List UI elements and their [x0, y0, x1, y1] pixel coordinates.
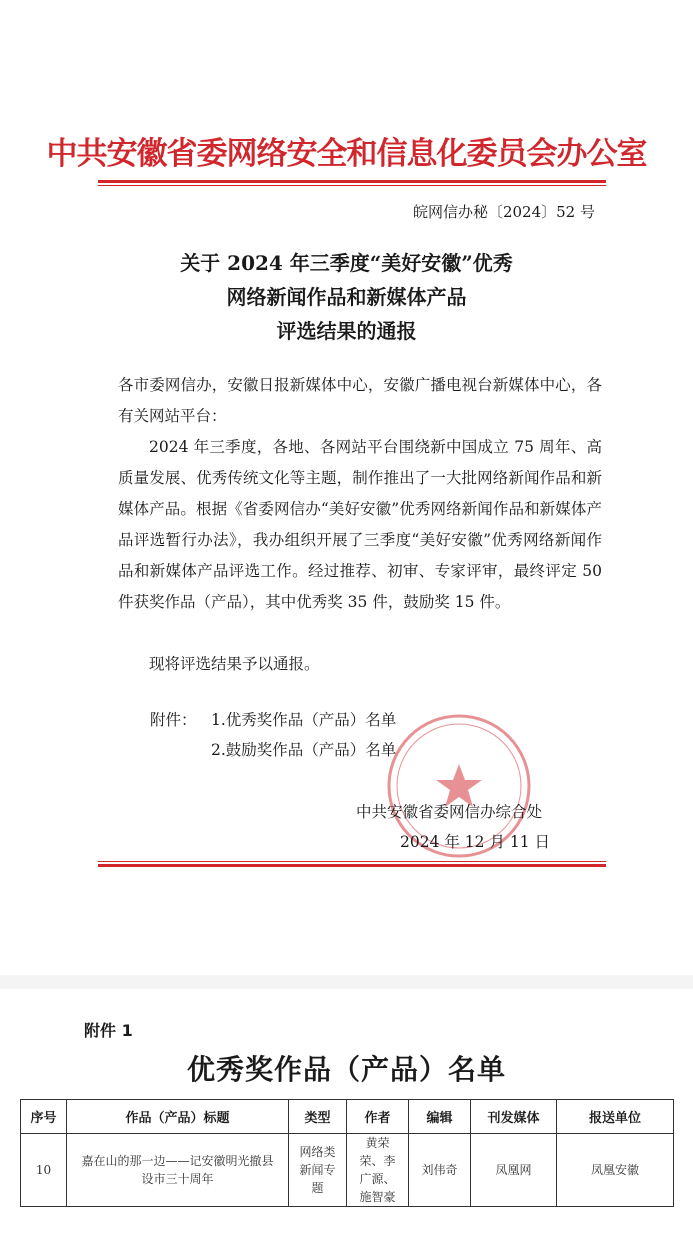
issue-date: 2024 年 12 月 11 日 — [400, 833, 551, 851]
table-row — [21, 1134, 674, 1207]
header-red-rule-thin — [98, 185, 606, 186]
award-list-table — [20, 1099, 674, 1207]
document-title-line-3: 评选结果的通报 — [276, 319, 417, 343]
signing-organization: 中共安徽省委网信办综合处 — [356, 803, 543, 821]
document-number: 皖网信办秘〔2024〕52 号 — [412, 203, 595, 221]
body-paragraph-1: 2024 年三季度，各地、各网站平台围绕新中国成立 75 周年、高质量发展、优秀传统文化等主题，制作推出了一大批网络新闻作品和新媒体产品。根据《省委网信办“美好安徽”优秀网络新闻作品和新媒体产品评选暂行办法》，我办组织开展了三季度“美好安徽”优秀网络新闻作品和新媒体产品评选工作。经过推荐、初审、专家评审，最终评定 50 件获奖作品（产品），其中优秀奖 35 件，鼓励奖 15 件。 — [118, 438, 602, 611]
column-header: 类型 — [289, 1100, 347, 1134]
column-header: 刊发媒体 — [471, 1100, 557, 1134]
page-separator — [0, 975, 693, 989]
document-title-line-2: 网络新闻作品和新媒体产品 — [226, 285, 467, 309]
column-header: 编辑 — [409, 1100, 471, 1134]
footer-red-rule — [98, 864, 606, 867]
table-header-row — [21, 1100, 674, 1134]
header-red-rule — [98, 180, 606, 183]
document-title-line-1: 关于 2024 年三季度“美好安徽”优秀 — [180, 251, 513, 275]
column-header: 作者 — [347, 1100, 409, 1134]
issuing-organization-header: 中共安徽省委网络安全和信息化委员会办公室 — [46, 136, 647, 172]
cell-submitting-unit: 凤凰安徽 — [557, 1134, 674, 1207]
cell-editor: 刘伟奇 — [409, 1134, 471, 1207]
attachment-item-2: 2.鼓励奖作品（产品）名单 — [211, 741, 397, 759]
attachments-label: 附件： — [150, 711, 197, 729]
cell-type: 网络类新闻专题 — [289, 1134, 347, 1207]
column-header: 作品（产品）标题 — [67, 1100, 289, 1134]
column-header: 报送单位 — [557, 1100, 674, 1134]
cell-authors: 黄荣荣、李广源、施智豪 — [347, 1134, 409, 1207]
column-header: 序号 — [21, 1100, 67, 1134]
cell-publishing-media: 凤凰网 — [471, 1134, 557, 1207]
cell-work-title: 嘉在山的那一边——记安徽明光撤县设市三十周年 — [67, 1134, 289, 1207]
attachment-item-1: 1.优秀奖作品（产品）名单 — [211, 711, 397, 729]
appendix-label: 附件 1 — [84, 1021, 133, 1040]
appendix-title: 优秀奖作品（产品）名单 — [186, 1053, 506, 1086]
cell-serial-number: 10 — [21, 1134, 67, 1207]
footer-red-rule-thin — [98, 861, 606, 862]
body-paragraph-2: 现将评选结果予以通报。 — [149, 655, 320, 673]
recipients: 各市委网信办，安徽日报新媒体中心，安徽广播电视台新媒体中心，各有关网站平台： — [118, 376, 602, 425]
